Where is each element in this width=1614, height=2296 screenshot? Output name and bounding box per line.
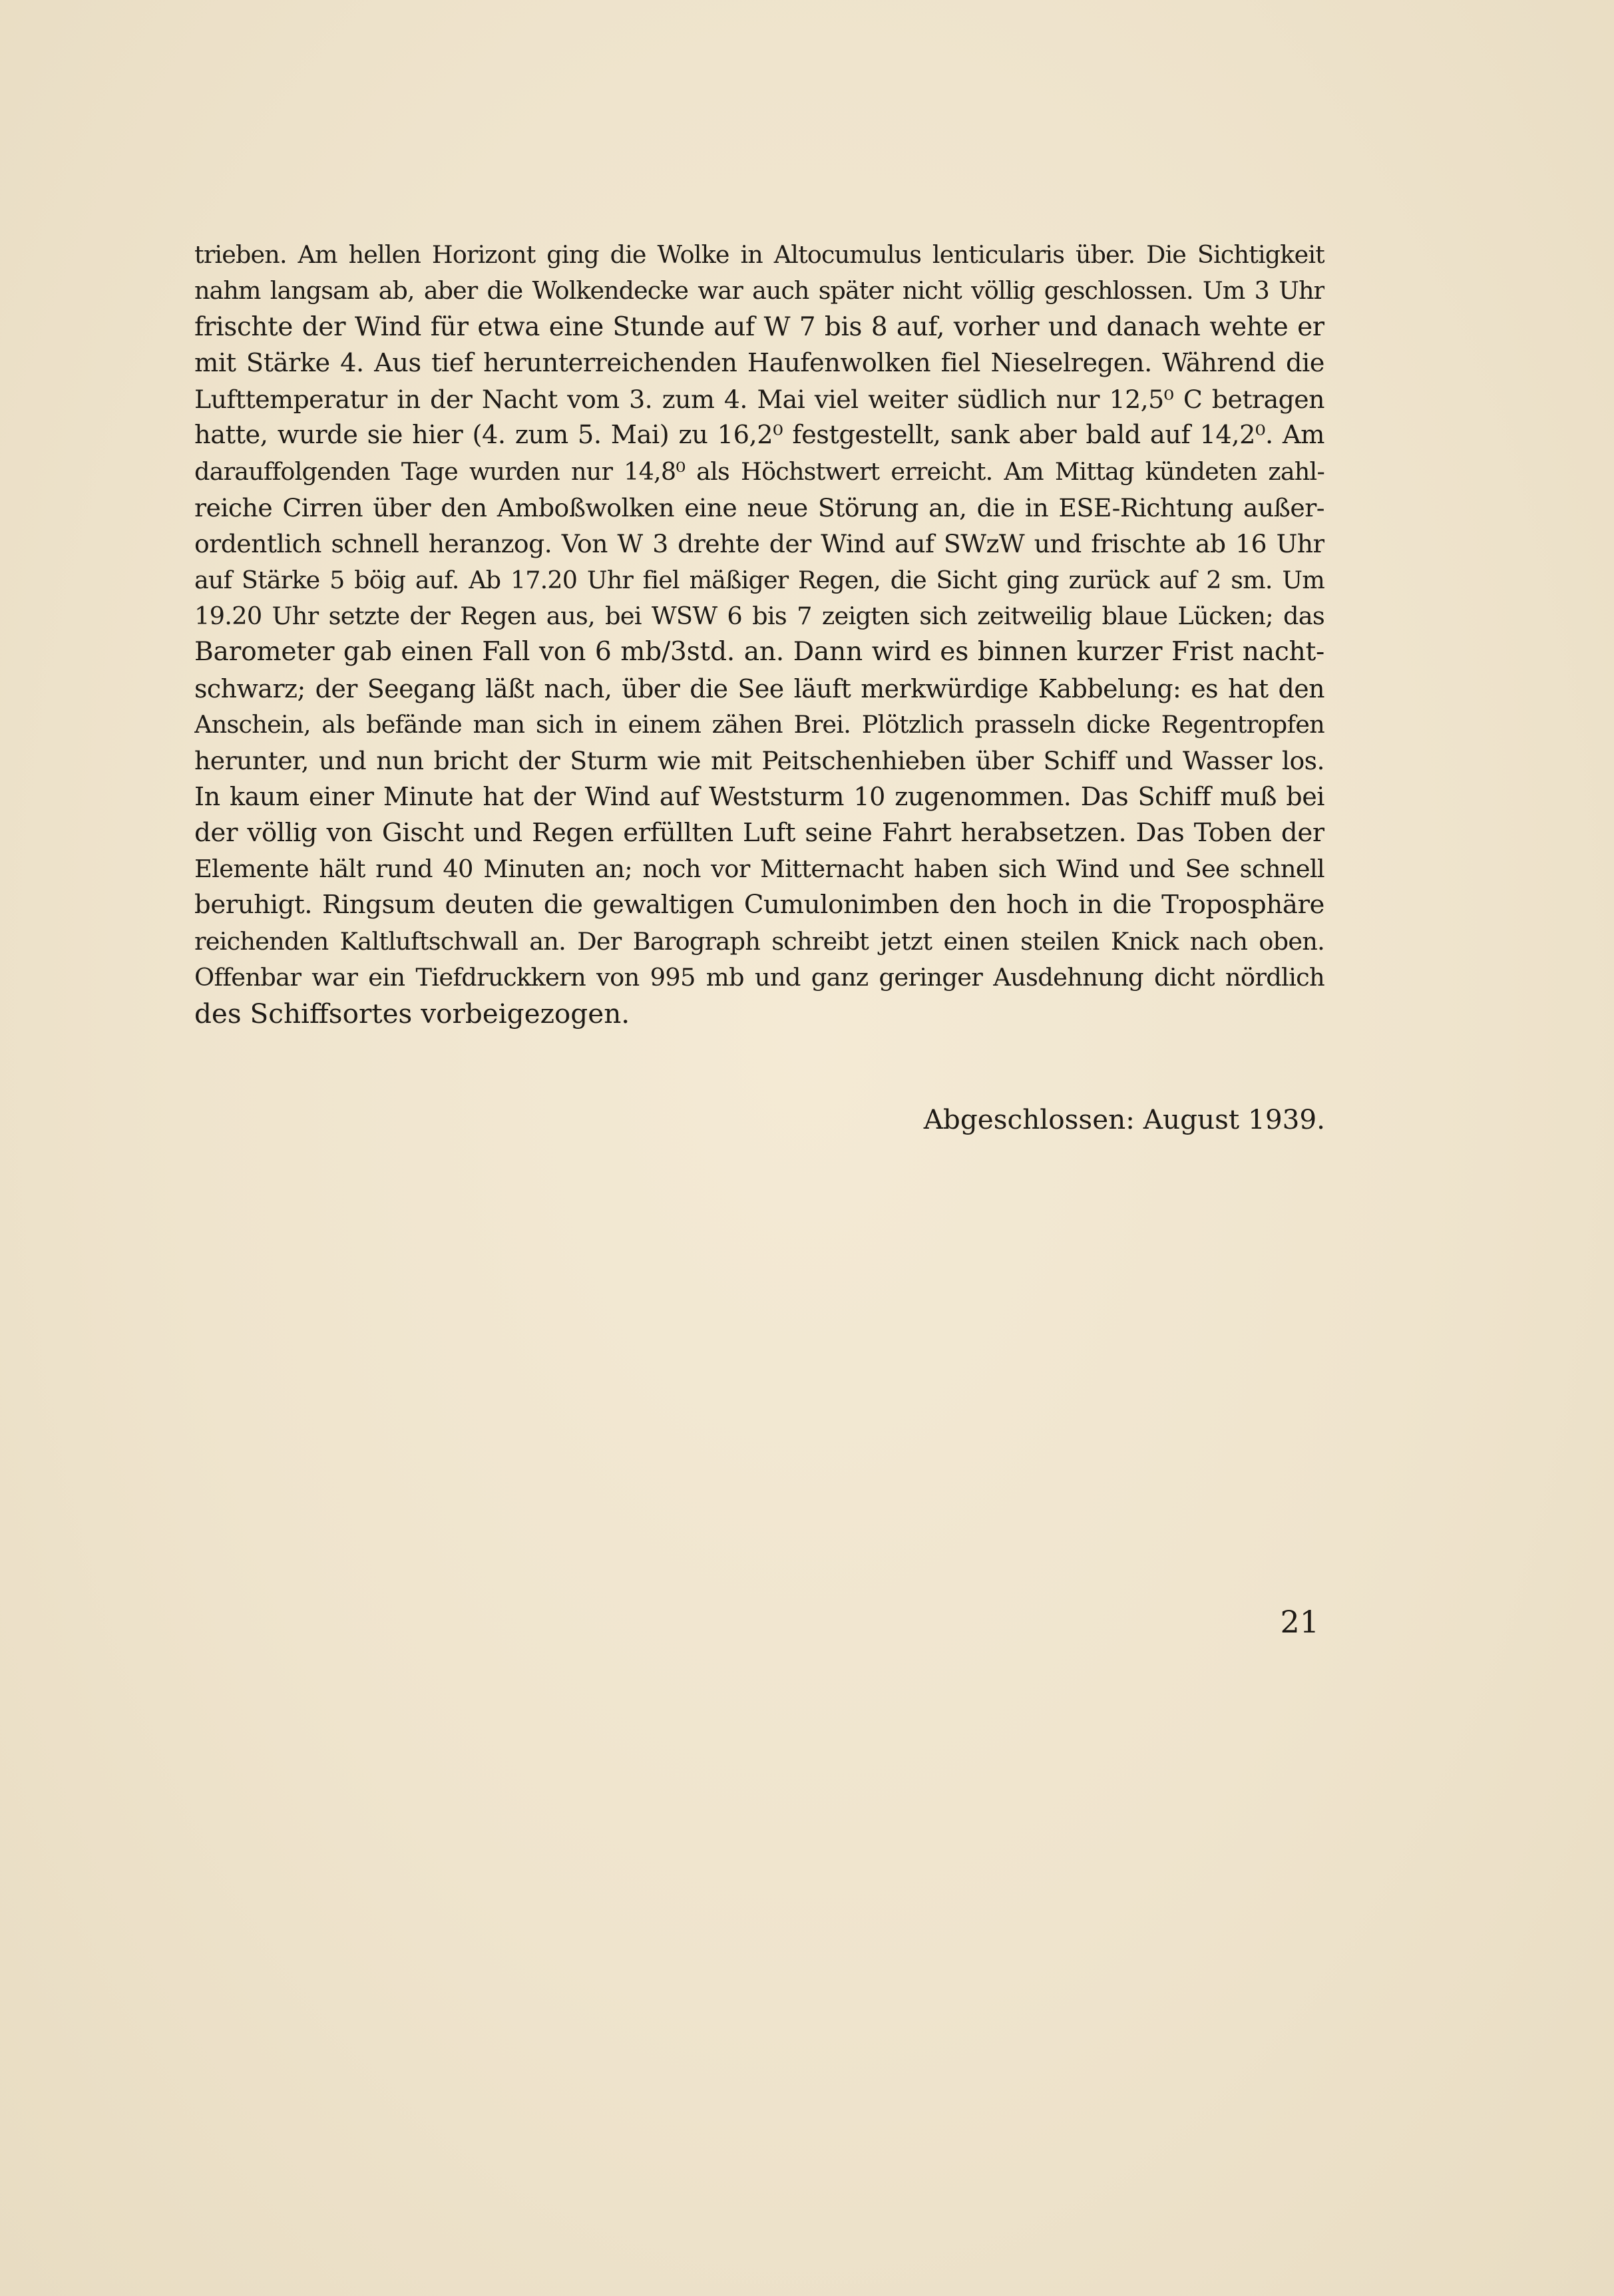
text-line: In kaum einer Minute hat der Wind auf Weststurm 10 zugenommen. Das Schiff muß bei xyxy=(194,782,1324,812)
text-line: herunter, und nun bricht der Sturm wie mit Peitschenhieben über Schiff und Wasser los. xyxy=(194,746,1324,776)
text-line: mit Stärke 4. Aus tief herunterreichenden Haufenwolken fiel Nieselregen. Während die xyxy=(194,347,1324,378)
text-line: beruhigt. Ringsum deuten die gewaltigen Cumulonimben den hoch in die Troposphäre xyxy=(194,890,1324,920)
closing-note: Abgeschlossen: August 1939. xyxy=(923,1103,1325,1135)
text-line: auf Stärke 5 böig auf. Ab 17.20 Uhr fiel mäßiger Regen, die Sicht ging zurück auf 2 sm. Um xyxy=(194,565,1324,594)
text-line: Elemente hält rund 40 Minuten an; noch vor Mitternacht haben sich Wind und See schnell xyxy=(194,855,1324,884)
text-line: schwarz; der Seegang läßt nach, über die See läuft merkwürdige Kabbelung: es hat den xyxy=(194,673,1324,703)
text-line: frischte der Wind für etwa eine Stunde auf W 7 bis 8 auf, vorher und danach wehte er xyxy=(194,311,1324,342)
text-line: ordentlich schnell heranzog. Von W 3 drehte der Wind auf SWzW und frischte ab 16 Uhr xyxy=(194,529,1324,559)
body-paragraph xyxy=(194,237,1324,1032)
text-line: reiche Cirren über den Amboßwolken eine neue Störung an, die in ESE-Richtung außer- xyxy=(194,493,1324,523)
text-line: 19.20 Uhr setzte der Regen aus, bei WSW 6 bis 7 zeigten sich zeitweilig blaue Lücken; das xyxy=(194,601,1324,630)
text-line: der völlig von Gischt und Regen erfüllten Luft seine Fahrt herabsetzen. Das Toben der xyxy=(194,817,1324,848)
text-line: hatte, wurde sie hier (4. zum 5. Mai) zu 16,2⁰ festgestellt, sank aber bald auf 14,2⁰. Am xyxy=(194,420,1324,451)
text-line: trieben. Am hellen Horizont ging die Wolke in Altocumulus lenticularis über. Die Sichtigkeit xyxy=(194,240,1324,269)
text-line: des Schiffsortes vorbeigezogen. xyxy=(194,998,630,1030)
text-line: Anschein, als befände man sich in einem zähen Brei. Plötzlich prasseln dicke Regentropfen xyxy=(194,709,1324,739)
text-line: Barometer gab einen Fall von 6 mb/3std. an. Dann wird es binnen kurzer Frist nacht- xyxy=(194,637,1324,668)
page-number: 21 xyxy=(1280,1604,1319,1640)
text-line: darauffolgenden Tage wurden nur 14,8⁰ als Höchstwert erreicht. Am Mittag kündeten zahl- xyxy=(194,457,1324,486)
text-line: reichenden Kaltluftschwall an. Der Barograph schreibt jetzt einen steilen Knick nach oben. xyxy=(194,926,1324,956)
text-line: Offenbar war ein Tiefdruckkern von 995 mb und ganz geringer Ausdehnung dicht nördlich xyxy=(194,962,1324,992)
text-line: nahm langsam ab, aber die Wolkendecke war auch später nicht völlig geschlossen. Um 3 Uhr xyxy=(194,276,1324,305)
text-line: Lufttemperatur in der Nacht vom 3. zum 4. Mai viel weiter südlich nur 12,5⁰ C betragen xyxy=(194,385,1324,415)
